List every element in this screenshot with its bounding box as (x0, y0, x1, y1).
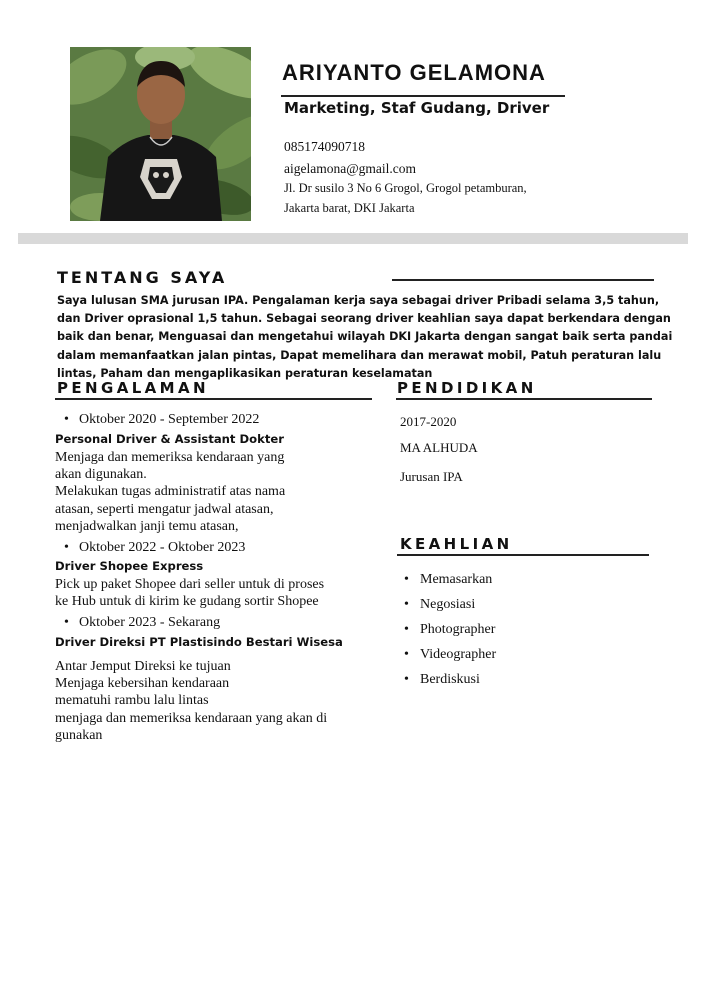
job-description: Pick up paket Shopee dari seller untuk di proses ke Hub untuk di kirim ke gudang sortir Shopee (55, 577, 325, 610)
skill-item: • Videographer (420, 647, 496, 672)
email-address: aigelamona@gmail.com (284, 161, 417, 176)
job-description: Antar Jemput Direksi ke tujuan Menjaga kebersihan kendaraan mematuhi rambu lalu lintas menjaga dan memeriksa kendaraan yang akan di gunakan (55, 659, 328, 743)
skill-item: • Berdiskusi (420, 672, 496, 697)
experience-heading: PENGALAMAN (57, 379, 209, 397)
job-description: Menjaga dan memeriksa kendaraan yang akan digunakan. Melakukan tugas administratif atas nama atasan, seperti mengatur jadwal atasan, menjadwalkan janji temu atasan, (55, 450, 286, 534)
education-school: MA ALHUDA (400, 440, 478, 455)
skills-rule (397, 554, 649, 556)
about-line: dalam memanfaatkan jalan pintas, Dapat memelihara dan merawat mobil, Patuh peraturan lalu (57, 348, 662, 362)
candidate-name: ARIYANTO GELAMONA (282, 60, 546, 85)
education-years: 2017-2020 (400, 414, 457, 429)
skill-item: • Memasarkan (420, 572, 496, 597)
skills-heading: KEAHLIAN (400, 535, 513, 553)
profile-photo (70, 47, 251, 221)
job-title: Driver Direksi PT Plastisindo Bestari Wisesa (55, 635, 343, 649)
job-title: Personal Driver & Assistant Dokter (55, 432, 284, 446)
job-period: • Oktober 2020 - September 2022 (79, 412, 259, 428)
skills-list (420, 572, 496, 697)
education-major: Jurusan IPA (400, 469, 463, 484)
candidate-role: Marketing, Staf Gudang, Driver (284, 99, 550, 117)
about-line: dan Driver oprasional 1,5 tahun. Sebagai seorang driver keahlian saya dapat berkendara dengan (57, 312, 671, 326)
experience-rule (55, 398, 372, 400)
job-title: Driver Shopee Express (55, 559, 204, 573)
phone-number: 085174090718 (284, 139, 365, 154)
skill-item: • Photographer (420, 622, 496, 647)
address-line-2: Jakarta barat, DKI Jakarta (284, 201, 415, 215)
about-rule (392, 279, 654, 281)
job-period: • Oktober 2023 - Sekarang (79, 615, 220, 631)
address-line-1: Jl. Dr susilo 3 No 6 Grogol, Grogol petamburan, (284, 181, 527, 195)
skill-item: • Negosiasi (420, 597, 496, 622)
about-line: baik dan benar, Menguasai dan mengetahui wilayah DKI Jakarta dengan sangat baik serta pandai (57, 330, 673, 344)
about-heading: TENTANG SAYA (57, 268, 228, 287)
education-rule (396, 398, 652, 400)
about-line: Saya lulusan SMA jurusan IPA. Pengalaman kerja saya sebagai driver Pribadi selama 3,5 tahun, (57, 294, 660, 307)
about-line: lintas, Paham dan mengaplikasikan peraturan keselamatan (57, 366, 433, 380)
job-period: • Oktober 2022 - Oktober 2023 (79, 540, 245, 556)
header-divider-band (18, 233, 688, 244)
education-heading: PENDIDIKAN (397, 379, 537, 397)
name-underline (281, 95, 565, 97)
about-text (57, 292, 677, 383)
